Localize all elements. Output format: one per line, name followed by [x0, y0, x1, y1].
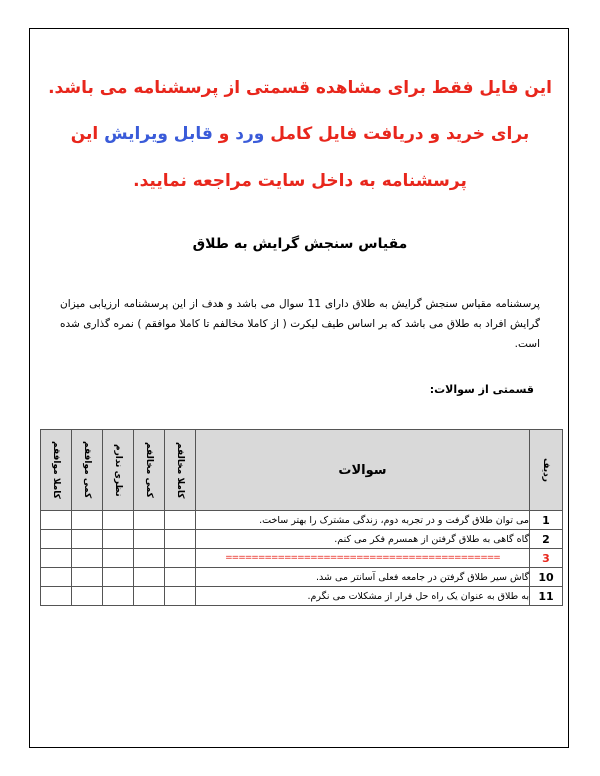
answer-cell[interactable]	[103, 549, 134, 568]
header-scale-2: کمی مخالفم	[134, 430, 165, 511]
answer-cell[interactable]	[72, 568, 103, 587]
answer-cell[interactable]	[41, 587, 72, 606]
notice-text-2a: برای خرید و دریافت فایل کامل	[264, 124, 530, 144]
answer-cell[interactable]	[41, 568, 72, 587]
table-row	[41, 511, 563, 530]
question-text: گاه گاهی به طلاق گرفتن از همسرم فکر می کنم.	[196, 530, 530, 549]
notice-text-2b: این	[70, 124, 105, 144]
header-scale-3: نظری ندارم	[103, 430, 134, 511]
answer-cell[interactable]	[72, 530, 103, 549]
header-questions: سوالات	[196, 430, 530, 511]
table-header-row	[41, 430, 563, 511]
answer-cell[interactable]	[72, 587, 103, 606]
questions-table	[40, 429, 563, 606]
question-text: می توان طلاق گرفت و در تجربه دوم، زندگی مشترک را بهتر ساخت.	[196, 511, 530, 530]
table-row	[41, 587, 563, 606]
table-row	[41, 568, 563, 587]
notice-text-3: پرسشنامه به داخل سایت مراجعه نمایید.	[133, 171, 467, 191]
row-number: 1	[530, 511, 563, 530]
omitted-questions-separator: ==========================================	[196, 549, 530, 568]
answer-cell[interactable]	[72, 511, 103, 530]
header-row-number: ردیف	[530, 430, 563, 511]
header-scale-5: کاملا موافقم	[41, 430, 72, 511]
table-row	[41, 549, 563, 568]
answer-cell[interactable]	[103, 511, 134, 530]
answer-cell[interactable]	[41, 530, 72, 549]
header-scale-4: کمی موافقم	[72, 430, 103, 511]
notice-text-1: این فایل فقط برای مشاهده قسمتی از پرسشنامه می باشد.	[48, 78, 552, 98]
header-scale-1: کاملا مخالفم	[165, 430, 196, 511]
row-number: 10	[530, 568, 563, 587]
question-text: به طلاق به عنوان یک راه حل فرار از مشکلات می نگرم.	[196, 587, 530, 606]
answer-cell[interactable]	[41, 549, 72, 568]
page-title: مقیاس سنجش گرایش به طلاق	[192, 236, 408, 252]
notice-line-2	[40, 124, 560, 144]
answer-cell[interactable]	[165, 530, 196, 549]
answer-cell[interactable]	[165, 549, 196, 568]
table-row	[41, 530, 563, 549]
answer-cell[interactable]	[134, 511, 165, 530]
answer-cell[interactable]	[134, 549, 165, 568]
question-text: گاش سیر طلاق گرفتن در جامعه فعلی آسانتر می شد.	[196, 568, 530, 587]
answer-cell[interactable]	[134, 587, 165, 606]
intro-paragraph: پرسشنامه مقیاس سنجش گرایش به طلاق دارای 11 سوال می باشد و هدف از این پرسشنامه ارزیابی میزان گرایش افراد به طلاق می باشد که بر اساس طیف لیکرت ( از کاملا مخالفم تا کاملا موافقم ) نمره گذاری شده است.	[60, 298, 540, 350]
answer-cell[interactable]	[103, 587, 134, 606]
answer-cell[interactable]	[165, 568, 196, 587]
answer-cell[interactable]	[165, 587, 196, 606]
answer-cell[interactable]	[103, 530, 134, 549]
row-number: 11	[530, 587, 563, 606]
row-number: 3	[530, 549, 563, 568]
answer-cell[interactable]	[41, 511, 72, 530]
notice-word-link: ورد	[235, 124, 265, 144]
notice-line-1	[40, 78, 560, 98]
notice-line-3	[40, 171, 560, 191]
row-number: 2	[530, 530, 563, 549]
notice-editable-link: قابل ویرایش	[104, 124, 213, 144]
answer-cell[interactable]	[72, 549, 103, 568]
notice-and: و	[212, 124, 236, 144]
section-heading: قسمتی از سوالات:	[429, 383, 534, 396]
answer-cell[interactable]	[134, 530, 165, 549]
answer-cell[interactable]	[134, 568, 165, 587]
answer-cell[interactable]	[103, 568, 134, 587]
answer-cell[interactable]	[165, 511, 196, 530]
